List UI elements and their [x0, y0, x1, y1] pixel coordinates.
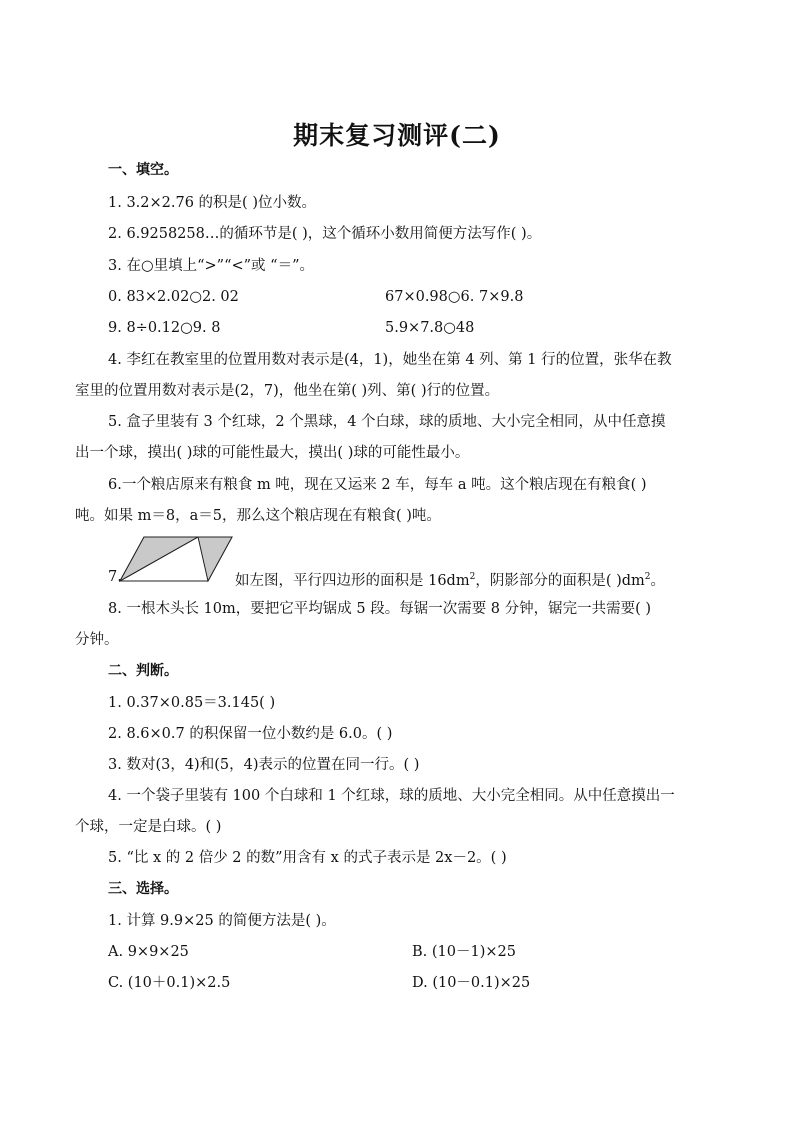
compare-item-d: 5.9×7.8○48	[385, 320, 475, 336]
fill-question-1: 1. 3.2×2.76 的积是( )位小数。	[108, 195, 316, 211]
choice-option-a: A. 9×9×25	[108, 944, 189, 960]
fill-question-2: 2. 6.9258258…的循环节是( )，这个循环小数用简便方法写作( )。	[108, 226, 542, 242]
judge-question-4-line2: 个球，一定是白球。( )	[75, 819, 222, 835]
choice-option-c: C. (10＋0.1)×2.5	[108, 975, 231, 991]
judge-question-4-line1: 4. 一个袋子里装有 100 个白球和 1 个红球，球的质地、大小完全相同。从中任意摸出一	[108, 788, 675, 804]
fill-question-6-line1: 6.一个粮店原来有粮食 m 吨，现在又运来 2 车，每车 a 吨。这个粮店现在有粮食( )	[108, 477, 647, 493]
compare-item-c: 9. 8÷0.12○9. 8	[108, 320, 221, 336]
judge-question-3: 3. 数对(3，4)和(5，4)表示的位置在同一行。( )	[108, 757, 420, 773]
parallelogram-figure	[118, 535, 234, 583]
fill-question-8-line1: 8. 一根木头长 10m，要把它平均锯成 5 段。每锯一次需要 8 分钟，锯完一共需要( )	[108, 601, 652, 617]
fill-question-5-line1: 5. 盒子里装有 3 个红球，2 个黑球，4 个白球，球的质地、大小完全相同，从中任意摸	[108, 414, 666, 430]
judge-question-1: 1. 0.37×0.85＝3.145( )	[108, 695, 276, 711]
fill-question-5-line2: 出一个球，摸出( )球的可能性最大，摸出( )球的可能性最小。	[75, 445, 470, 461]
section-heading-fill: 一、填空。	[108, 162, 178, 178]
section-heading-judge: 二、判断。	[108, 663, 178, 679]
compare-item-a: 0. 83×2.02○2. 02	[108, 289, 239, 305]
compare-item-b: 67×0.98○6. 7×9.8	[385, 289, 524, 305]
fill-question-4-line2: 室里的位置用数对表示是(2，7)，他坐在第( )列、第( )行的位置。	[75, 383, 500, 399]
fill-question-3: 3. 在○里填上“>”“<”或 “＝”。	[108, 258, 314, 274]
choice-option-d: D. (10－0.1)×25	[412, 975, 531, 991]
fill-question-6-line2: 吨。如果 m＝8，a＝5，那么这个粮店现在有粮食( )吨。	[75, 508, 441, 524]
page-title: 期末复习测评(二)	[293, 121, 501, 150]
fill-question-4-line1: 4. 李红在教室里的位置用数对表示是(4，1)，她坐在第 4 列、第 1 行的位置，张华在教	[108, 352, 672, 368]
section-heading-choice: 三、选择。	[108, 881, 178, 897]
choice-option-b: B. (10－1)×25	[412, 944, 516, 960]
judge-question-5: 5. “比 x 的 2 倍少 2 的数”用含有 x 的式子表示是 2x－2。( )	[108, 850, 507, 866]
fill-question-7-number: 7.	[108, 569, 122, 585]
fill-question-8-line2: 分钟。	[75, 632, 119, 648]
fill-question-7-text: 如左图，平行四边形的面积是 $16dm^2$，阴影部分的面积是( )$dm^2$。	[235, 572, 666, 589]
judge-question-2: 2. 8.6×0.7 的积保留一位小数约是 6.0。( )	[108, 726, 393, 742]
choice-question-1: 1. 计算 9.9×25 的简便方法是( )。	[108, 913, 336, 929]
